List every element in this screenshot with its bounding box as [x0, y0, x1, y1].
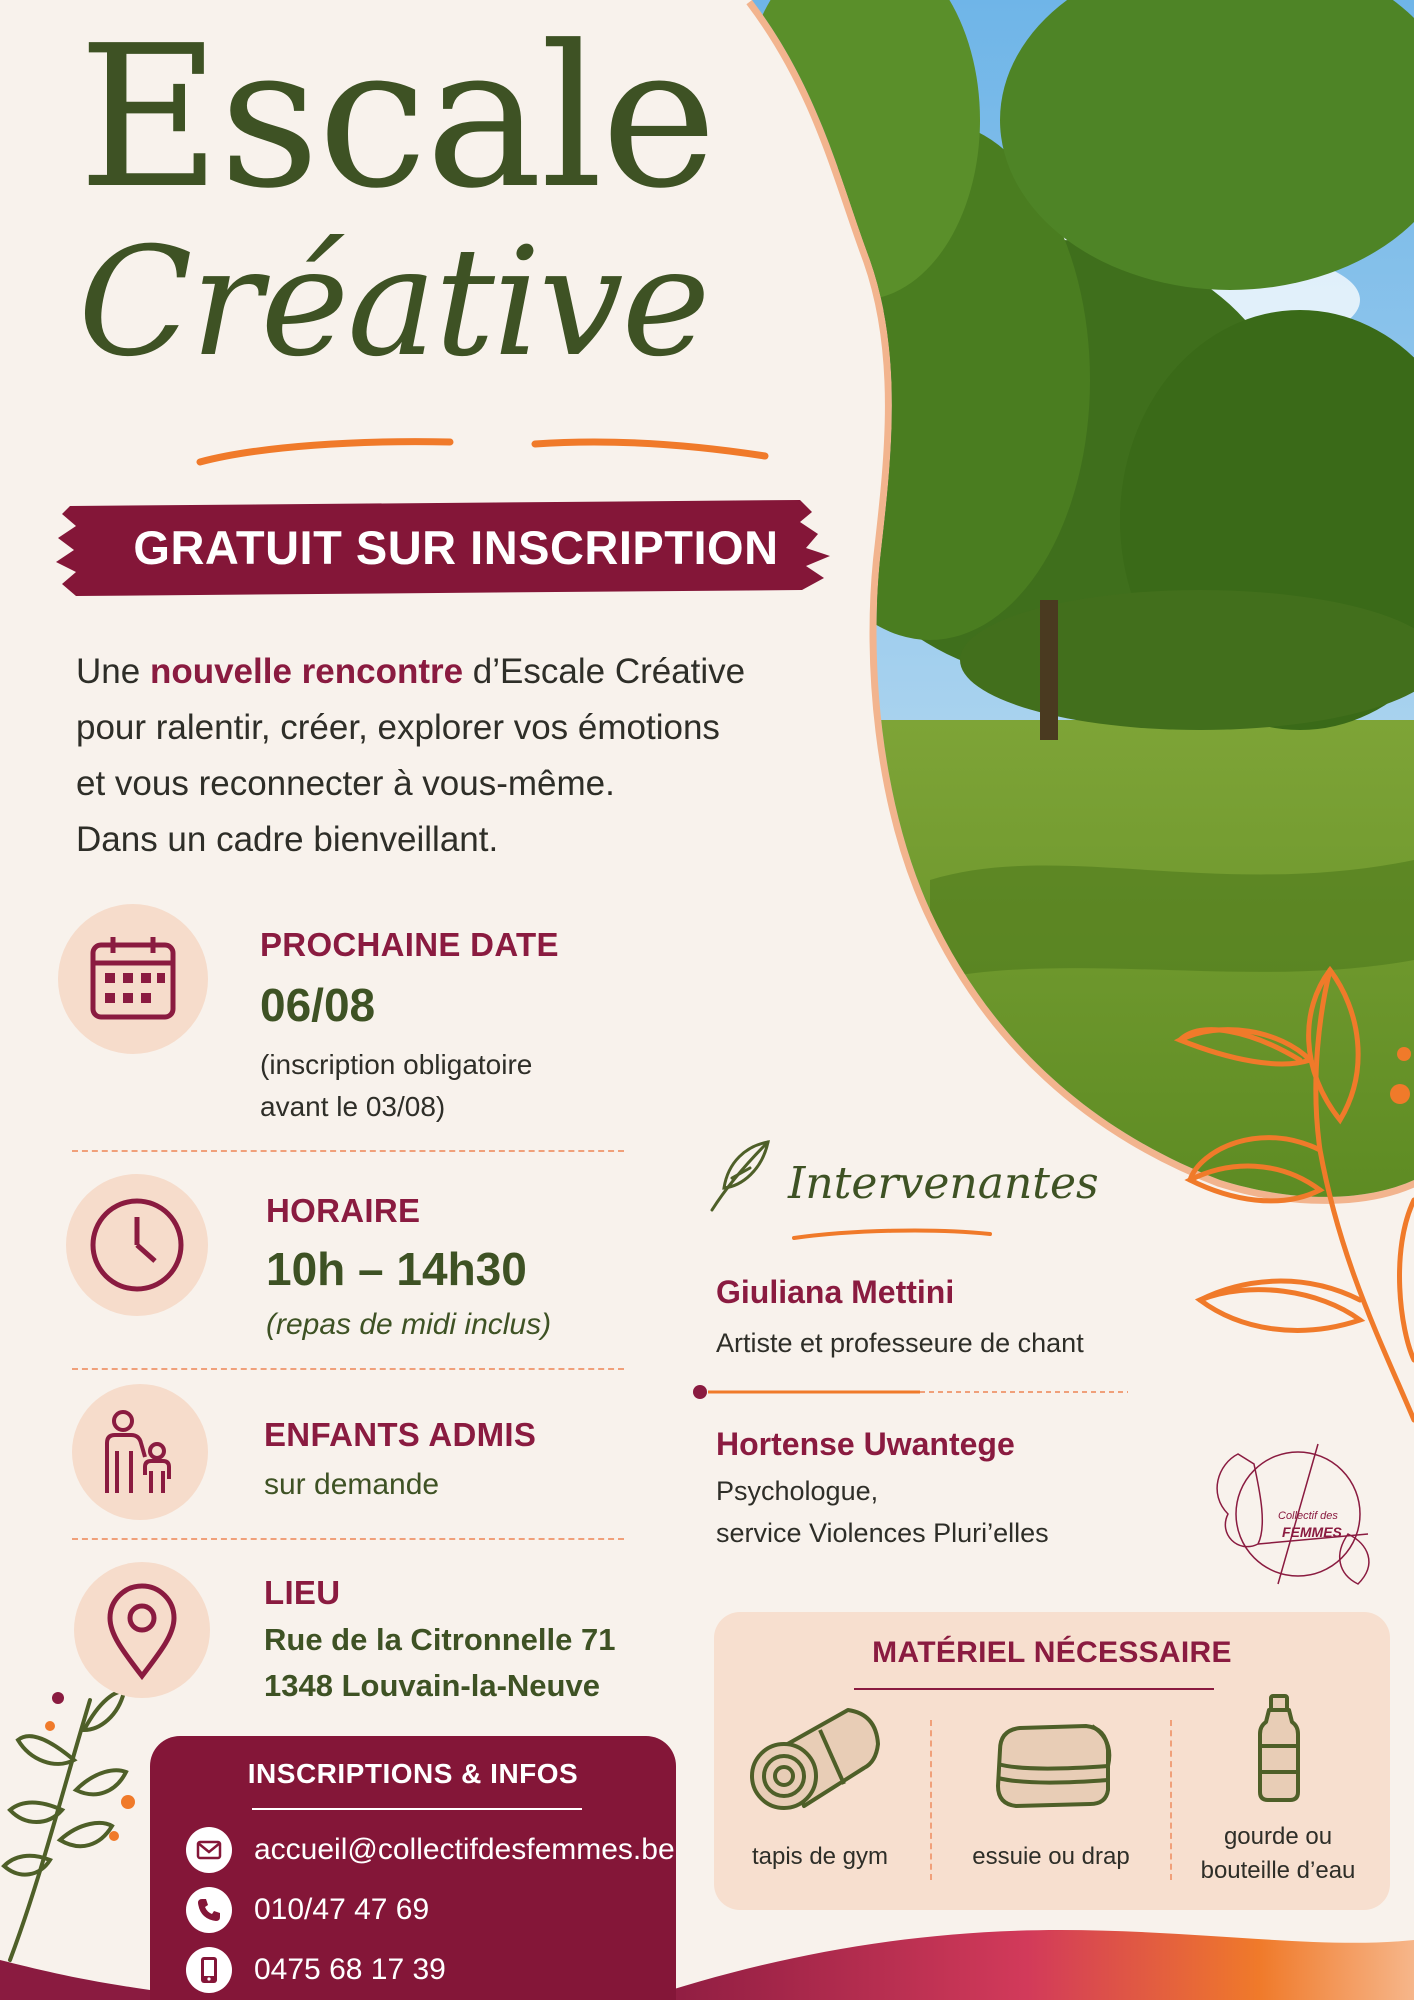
water-bottle-icon: [1254, 1692, 1304, 1804]
place-street: Rue de la Citronnelle 71: [264, 1622, 616, 1657]
material-mat-label: tapis de gym: [751, 1843, 889, 1870]
clock-icon: [66, 1174, 208, 1316]
children-title: ENFANTS ADMIS: [264, 1416, 537, 1453]
contact-title: INSCRIPTIONS & INFOS: [247, 1758, 579, 1789]
contact-underline: [252, 1808, 582, 1810]
intro-highlight: nouvelle rencontre: [149, 652, 464, 691]
hours-title: HORAIRE: [266, 1192, 421, 1229]
divider: [72, 1538, 624, 1540]
material-underline: [854, 1688, 1214, 1690]
divider: [72, 1150, 624, 1152]
phone-icon: [186, 1887, 232, 1933]
logo-graphic: [1198, 1424, 1386, 1594]
material-divider: [930, 1720, 932, 1880]
contact-phone[interactable]: 010/47 47 69: [254, 1893, 430, 1926]
folded-towel-icon: [986, 1720, 1116, 1810]
title-creative: Créative: [78, 216, 709, 390]
divider: [72, 1368, 624, 1370]
rolled-mat-icon: [748, 1704, 884, 1814]
intro-line-4: Dans un cadre bienveillant.: [76, 820, 499, 859]
title-escale: Escale: [78, 4, 715, 232]
leaf-icon: [706, 1138, 774, 1214]
parent-child-icon: [72, 1384, 208, 1520]
mobile-phone-icon: [186, 1947, 232, 1993]
speaker-1-name: Giuliana Mettini: [716, 1274, 955, 1310]
material-divider: [1170, 1720, 1172, 1880]
material-bottle-label-2: bouteille d’eau: [1200, 1857, 1356, 1884]
material-bottle-label-1: gourde ou: [1223, 1823, 1333, 1850]
date-note-2: avant le 03/08): [260, 1091, 446, 1122]
hours-note: (repas de midi inclus): [266, 1308, 552, 1341]
speaker-2-name: Hortense Uwantege: [716, 1426, 1015, 1462]
logo-line-2: FEMMES: [1282, 1524, 1342, 1540]
location-pin-icon: [74, 1562, 210, 1698]
contact-email-row[interactable]: [186, 1826, 675, 1874]
intro-paragraph: [76, 644, 796, 868]
speaker-2-role-1: Psychologue,: [716, 1476, 879, 1506]
intro-line-3: et vous reconnecter à vous-même.: [76, 764, 615, 803]
date-title: PROCHAINE DATE: [260, 926, 559, 963]
hours-value: 10h – 14h30: [266, 1243, 527, 1295]
calendar-icon: [58, 904, 208, 1054]
contact-mobile[interactable]: 0475 68 17 39: [254, 1953, 446, 1986]
children-note: sur demande: [264, 1468, 440, 1501]
logo-line-1: Collectif des: [1278, 1510, 1338, 1522]
speakers-underline: [792, 1226, 992, 1242]
speaker-2-role-2: service Violences Pluri’elles: [716, 1518, 1049, 1548]
contact-email[interactable]: accueil@collectifdesfemmes.be: [254, 1833, 675, 1866]
mail-icon: [186, 1827, 232, 1873]
speakers-divider: [690, 1382, 1130, 1402]
speakers-title: Intervenantes: [788, 1158, 1099, 1209]
intro-line-2: pour ralentir, créer, explorer vos émotions: [76, 708, 720, 747]
collectif-des-femmes-logo: [1198, 1424, 1386, 1594]
material-towel-label: essuie ou drap: [972, 1843, 1130, 1870]
place-city: 1348 Louvain-la-Neuve: [264, 1668, 600, 1703]
intro-line-1: Une nouvelle rencontre d’Escale Créative: [76, 652, 746, 691]
place-title: LIEU: [264, 1574, 341, 1611]
material-title: MATÉRIEL NÉCESSAIRE: [872, 1636, 1232, 1669]
date-note-1: (inscription obligatoire: [260, 1049, 533, 1080]
contact-phone-row[interactable]: [186, 1886, 429, 1934]
contact-mobile-row[interactable]: [186, 1946, 446, 1994]
speaker-1-role: Artiste et professeure de chant: [716, 1328, 1084, 1358]
free-registration-banner: GRATUIT SUR INSCRIPTION: [133, 521, 779, 574]
date-value: 06/08: [260, 979, 376, 1031]
